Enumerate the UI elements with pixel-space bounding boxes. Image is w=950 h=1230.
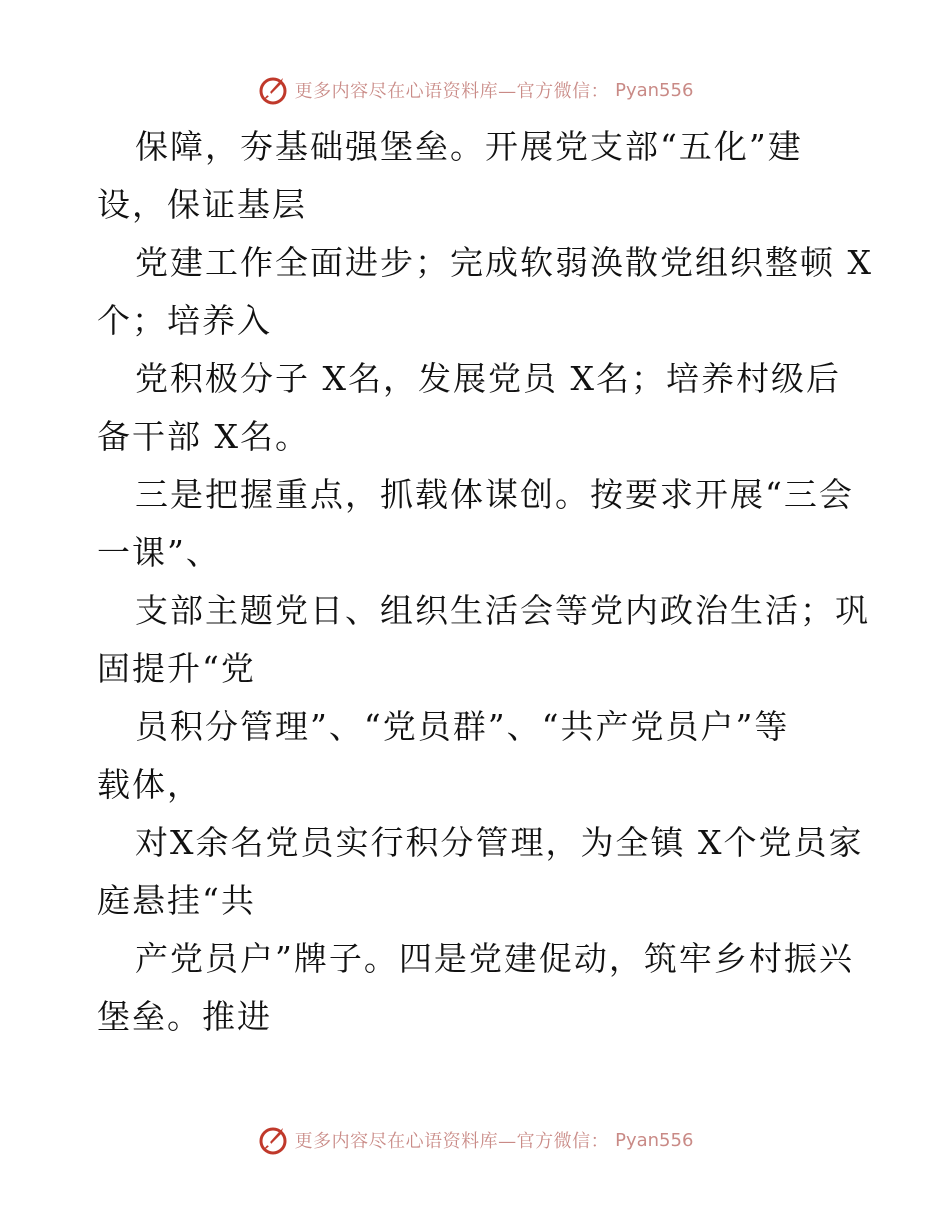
text-line: 庭悬挂“共 bbox=[97, 881, 256, 920]
text-line: 载体， bbox=[97, 765, 202, 804]
text-line: 党建工作全面进步；完成软弱涣散党组织整顿 X bbox=[135, 243, 873, 282]
text-line: 员积分管理”、“党员群”、“共产党员户”等 bbox=[135, 707, 790, 746]
footer-banner-wechat-id: Pyan556 bbox=[615, 1129, 694, 1151]
text-line: 产党员户”牌子。四是党建促动，筑牢乡村振兴 bbox=[135, 939, 854, 978]
text-line: 设，保证基层 bbox=[97, 185, 307, 224]
text-line: 备干部 X名。 bbox=[97, 417, 310, 456]
text-line: 固提升“党 bbox=[97, 649, 256, 688]
header-banner-text: 更多内容尽在心语资料库—官方微信： bbox=[294, 81, 610, 102]
header-banner bbox=[0, 70, 950, 110]
header-banner-wechat-id: Pyan556 bbox=[615, 79, 694, 101]
header-banner-content bbox=[257, 74, 694, 106]
text-line: 对X余名党员实行积分管理，为全镇 X个党员家 bbox=[135, 823, 864, 862]
text-line: 三是把握重点，抓载体谋创。按要求开展“三会 bbox=[135, 475, 854, 514]
footer-banner-text: 更多内容尽在心语资料库—官方微信： bbox=[294, 1131, 610, 1152]
quill-pen-logo-icon bbox=[257, 74, 289, 106]
text-line: 个；培养入 bbox=[97, 301, 272, 340]
text-line: 一课”、 bbox=[97, 533, 221, 572]
footer-banner-content bbox=[257, 1124, 694, 1156]
text-line: 党积极分子 X名，发展党员 X名；培养村级后 bbox=[135, 359, 841, 398]
footer-banner bbox=[0, 1120, 950, 1160]
text-line: 堡垒。推进 bbox=[97, 997, 272, 1036]
document-body bbox=[97, 118, 873, 1046]
text-line: 保障，夯基础强堡垒。开展党支部“五化”建 bbox=[135, 127, 803, 166]
text-line: 支部主题党日、组织生活会等党内政治生活；巩 bbox=[135, 591, 870, 630]
quill-pen-logo-icon bbox=[257, 1124, 289, 1156]
